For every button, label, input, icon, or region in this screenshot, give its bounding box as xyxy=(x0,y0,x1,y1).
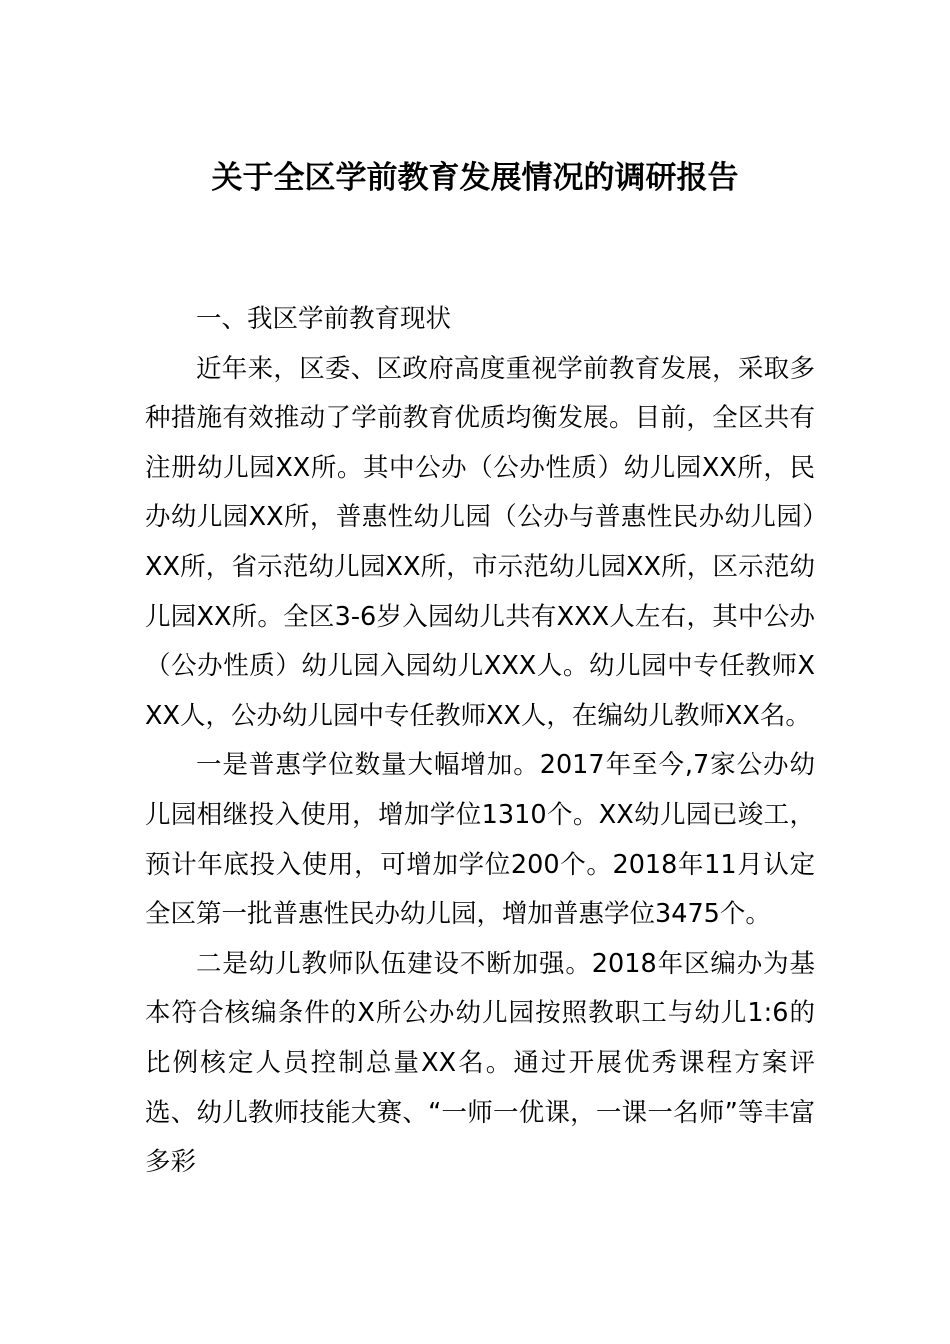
section-heading: 一、我区学前教育现状 xyxy=(196,304,452,334)
paragraph-point-one: 一是普惠学位数量大幅增加。2017年至今,7家公办幼儿园相继投入使用，增加学位1310个。XX幼儿园已竣工，预计年底投入使用，可增加学位200个。2018年11月认定全区第一批普惠性民办幼儿园，增加普惠学位3475个。 xyxy=(145,750,815,930)
paragraph-overview: 近年来，区委、区政府高度重视学前教育发展，采取多种措施有效推动了学前教育优质均衡发展。目前，全区共有注册幼儿园XX所。其中公办（公办性质）幼儿园XX所，民办幼儿园XX所，普惠性幼儿园（公办与普惠性民办幼儿园）XX所，省示范幼儿园XX所，市示范幼儿园XX所，区示范幼儿园XX所。全区3-6岁入园幼儿共有XXX人左右，其中公办（公办性质）幼儿园入园幼儿XXX人。幼儿园中专任教师XXX人，公办幼儿园中专任教师XX人，在编幼儿教师XX名。 xyxy=(145,353,815,731)
paragraph-point-two: 二是幼儿教师队伍建设不断加强。2018年区编办为基本符合核编条件的X所公办幼儿园按照教职工与幼儿1:6的比例核定人员控制总量XX名。通过开展优秀课程方案评选、幼儿教师技能大赛、“一师一优课，一课一名师”等丰富多彩 xyxy=(145,948,815,1178)
document-title: 关于全区学前教育发展情况的调研报告 xyxy=(211,160,739,196)
document-body xyxy=(145,295,815,1188)
